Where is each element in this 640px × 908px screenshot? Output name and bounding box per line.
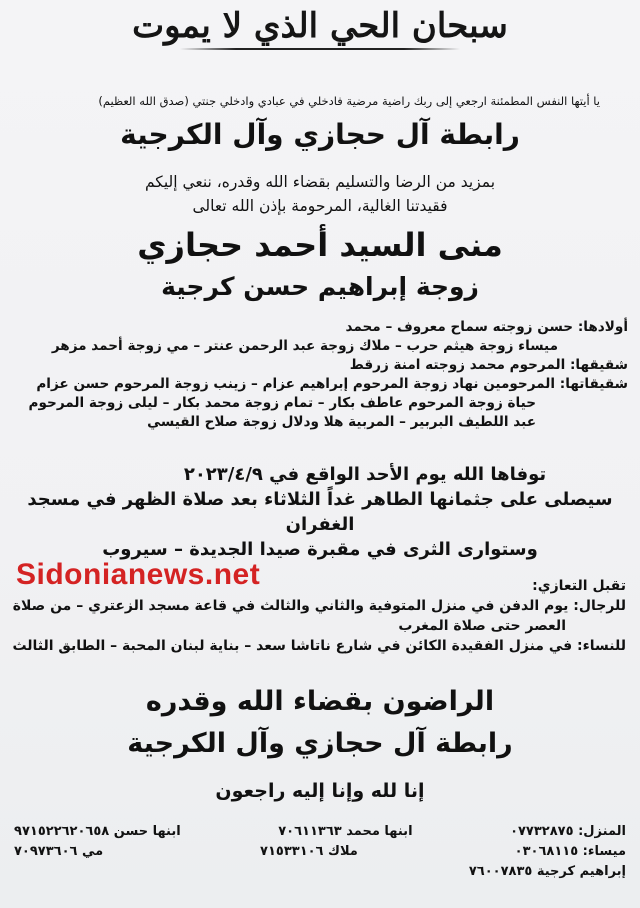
contact-son-hassan: ابنها حسن ٩٧١٥٢٢٦٢٠٦٥٨ [14,824,181,839]
burial-line: وستوارى الثرى في مقبرة صيدا الجديدة – سيروب [102,539,538,560]
watermark-logo: Sidonianews.net [16,558,261,591]
death-date-line: توفاها الله يوم الأحد الواقع في ٢٠٢٣/٤/٩ [183,464,547,485]
sisters-line: حياة زوجة المرحوم عاطف بكار – تمام زوجة محمد بكار – ليلى زوجة المرحوم [28,395,536,411]
intro-line-1: بمزيد من الرضا والتسليم بقضاء الله وقدره، ننعي إليكم [144,173,496,191]
spouse-line: زوجة إبراهيم حسن كرجية [161,272,479,301]
intro-text [0,170,640,218]
sisters-line: شقيقاتها: المرحومين نهاد زوجة المرحوم إبراهيم عزام – زينب زوجة المرحوم حسن عزام [36,376,628,392]
women-condolences-line: للنساء: في منزل الفقيدة الكائن في شارع ناتاشا سعد – بناية لبنان المحبة – الطابق الثالث [12,638,626,654]
men-condolences-line: للرجال: يوم الدفن في منزل المتوفية والثاني والثالث في قاعة مسجد الزعتري – من صلاة [12,598,626,614]
contact-ibrahim: إبراهيم كرجية ٧٦٠٠٧٨٣٥ [468,864,626,879]
quran-verse: يا أيتها النفس المطمئنة ارجعي إلى ربك راضية مرضية فادخلي في عبادي وادخلي جنتي (صدق الله العظيم) [98,94,600,108]
funeral-section [0,462,640,562]
contact-malak: ملاك ٧١٥٣٣١٠٦ [260,844,358,859]
intro-line-2: فقيدتنا الغالية، المرحومة بإذن الله تعالى [192,197,448,215]
condolences-section [12,576,626,656]
contacts-section [14,822,626,882]
calligraphy-header: سبحان الحي الذي لا يموت [0,6,640,50]
children-line: ميساء زوجة هيثم حرب – ملاك زوجة عبد الرحمن عنتر – مي زوجة أحمد مزهر [51,338,558,354]
closing-quran-phrase: إنا لله وإنا إليه راجعون [215,780,425,802]
organization-title: رابطة آل حجازي وآل الكرجية [120,118,520,151]
prayer-line: سيصلى على جثمانها الطاهر غداً الثلاثاء بعد صلاة الظهر في مسجد الغفران [27,489,613,535]
family-section [18,318,628,432]
contacts-row [14,842,626,862]
children-line: أولادها: حسن زوجته سماح معروف – محمد [345,319,628,335]
contacts-row [14,862,626,882]
men-condolences-line: العصر حتى صلاة المغرب [398,618,566,634]
brothers-line: شقيقها: المرحوم محمد زوجته امنة زرقط [349,357,628,373]
condolences-title: تقبل التعازي: [532,578,626,594]
signoff-organization: رابطة آل حجازي وآل الكرجية [127,728,513,759]
signoff-line: الراضون بقضاء الله وقدره [145,686,495,717]
sisters-line: عبد اللطيف البربير – المربية هلا ودلال زوجة صلاح القيسي [147,414,536,430]
contact-maysaa: ميساء: ٠٣٠٦٨١١٥ [514,844,626,859]
contact-mai: مي ٧٠٩٧٣٦٠٦ [14,844,104,859]
contact-son-mohamad: ابنها محمد ٧٠٦١١٣٦٣ [278,824,413,839]
contacts-row [14,822,626,842]
contact-home: المنزل: ٠٧٧٣٢٨٧٥ [510,824,626,839]
deceased-name: منى السيد أحمد حجازي [137,226,503,264]
